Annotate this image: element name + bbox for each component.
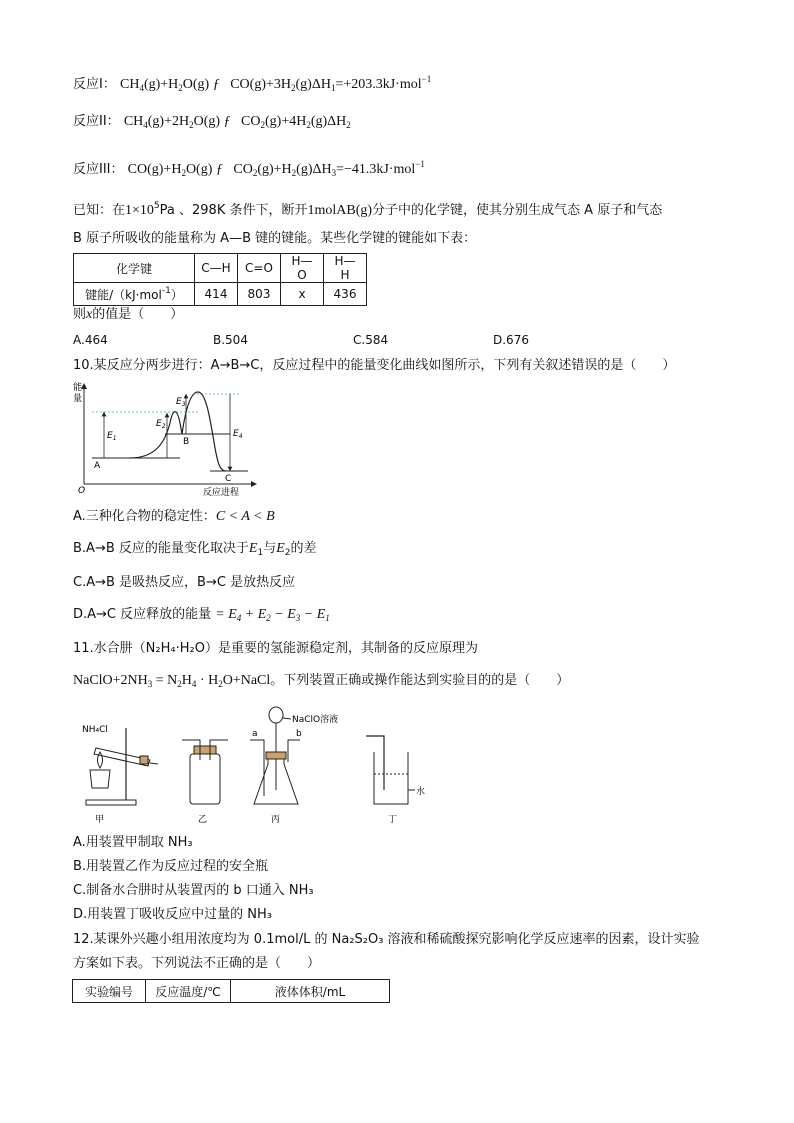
port-a [250,740,264,796]
text-part: 与 [263,541,277,556]
table-header-cell: C=O [238,254,281,283]
superscript: −1 [415,159,425,169]
eq-part: (g)ΔH [295,77,331,92]
naclo-pointer [283,718,291,719]
equilibrium-arrow: ƒ [223,114,231,129]
e-sub: 1 [112,435,117,442]
text-part: 的值是（ ） [92,307,184,322]
apparatus-figure [78,700,438,828]
eq-part: =−41.3kJ·mol [336,162,416,177]
subscript: 2 [306,120,311,130]
equilibrium-arrow: ƒ [212,77,220,92]
apparatus-name-yi: 乙 [198,815,208,825]
x-axis-label: 反应进程 [203,488,240,498]
clamp [140,756,148,764]
eq-part: (g)+H [257,162,292,177]
q9-option-c[interactable]: C.584 [353,333,389,347]
q9-option-d[interactable]: D.676 [493,333,529,347]
q10-stem: 10.某反应分两步进行：A→B→C，反应过程中的能量变化曲线如图所示，下列有关叙述错误的是（ ） [73,358,676,373]
eq-part: CH [123,114,144,129]
table-header-cell: H—H [324,254,367,283]
reaction-3-label: 反应III： [73,162,124,177]
subscript: 2 [346,120,351,130]
port-b [288,740,300,762]
superscript: -1 [161,285,171,296]
table-header-cell: 化学键 [74,254,195,283]
math-part: + E [241,607,267,622]
subscript: 4 [191,679,197,689]
reaction-2 [73,113,351,134]
text-part: ） [170,287,183,302]
port-b-label: b [296,729,302,739]
text-part: 1molAB(g) [307,203,373,218]
eq-part: H [181,673,192,688]
subscript: 3 [295,613,301,623]
y-axis-label-2: 量 [73,394,83,404]
label-a: A [94,461,101,471]
subscript: 2 [178,83,183,93]
e-sub: 4 [238,433,243,440]
eq-part: O+NaCl [222,673,271,688]
apparatus-jia [82,725,158,825]
origin-label: O [78,486,86,496]
subscript: 2 [252,168,258,178]
math-part: − E [300,607,326,622]
superscript: 5 [153,201,160,211]
superscript: −1 [421,74,432,84]
apparatus-name-bing: 丙 [271,815,281,825]
eq-part: =+203.3kJ·mol [335,77,422,92]
reaction-2-equation [124,114,351,129]
eq-part: (g)+2H [147,114,190,129]
label-e2 [156,419,166,430]
eq-part: NaClO+2NH [73,673,148,688]
subscript: 2 [181,168,186,178]
subscript: 1 [325,613,330,623]
math-part: − E [270,607,296,622]
text-part: Pa 、298K 条件下，断开 [159,203,308,218]
table-row [73,980,390,1003]
table-header-cell: 液体体积/mL [231,980,390,1003]
eq-part: CO(g)+H [127,162,182,177]
reaction-3-equation [127,159,425,178]
y-axis-label-1: 能 [73,383,83,393]
eq-part: CH [119,77,140,92]
q9-known-line1 [73,197,662,220]
eq-part: O(g) [193,114,221,129]
gas-tube [366,736,384,790]
q12-stem-line1: 12.某课外兴趣小组用浓度均为 0.1mol/L 的 Na₂S₂O₃ 溶液和稀硫酸探究影响化学反应速率的因素，设计实验 [73,932,700,947]
lamp [90,770,110,788]
subscript: 3 [331,168,337,178]
table-row [74,254,367,283]
q11-option-b[interactable]: B.用装置乙作为反应过程的安全瓶 [73,859,269,874]
eq-part: O(g) [182,77,210,92]
math-expression [215,607,330,622]
apparatus-name-ding: 丁 [388,815,398,825]
math-part: = E [215,607,237,622]
q11-equation [73,672,569,693]
e-letter: E [156,419,162,429]
table-cell: 436 [324,283,367,306]
q11-option-a[interactable]: A.用装置甲制取 NH₃ [73,835,193,850]
eq-part: = N [152,673,178,688]
math-part: C < A < B [215,509,275,524]
eq-part: (g)ΔH [296,162,332,177]
bond-energy-table [73,253,367,306]
q10-option-b[interactable] [73,540,317,562]
q9-question [73,306,183,324]
water-label: 水 [416,787,426,797]
port-a-label: a [252,729,258,739]
apparatus-yi [182,740,228,825]
q9-known-line2: B 原子所吸收的能量称为 A—B 键的键能。某些化学键的键能如下表： [73,231,477,246]
math-part: E [248,541,258,556]
reaction-3 [73,155,425,182]
text-part: 。下列装置正确或操作能达到实验目的的是（ ） [270,673,570,688]
e-sub: 2 [161,423,166,430]
apparatus-ding [366,736,425,825]
reaction-2-label: 反应II： [73,114,120,129]
subscript: 2 [284,548,291,558]
q10-option-a[interactable] [73,508,275,526]
label-e3 [176,397,186,408]
q12-stem-line2: 方案如下表。下列说法不正确的是（ ） [73,956,321,971]
table-header-cell: 实验编号 [73,980,146,1003]
label-e4 [233,429,243,440]
eq-part: CO(g)+3H [230,77,291,92]
text-part: 分子中的化学键，使其分别生成气态 A 原子和气态 [372,203,663,218]
subscript: 4 [139,83,144,93]
stopper [194,746,216,754]
subscript: 2 [218,679,223,689]
e-letter: E [176,397,182,407]
subscript: 2 [189,120,194,130]
text-part: 的差 [290,541,317,556]
apparatus-bing [250,707,338,825]
q11-stem: 11.水合肼（N₂H₄·H₂O）是重要的氢能源稳定剂，其制备的反应原理为 [73,641,478,656]
q9-option-a[interactable]: A.464 [73,333,108,347]
text-part: 已知：在 [73,203,126,218]
text-part: 键能/（kJ·mol [85,287,162,302]
text-part: D.A→C 反应释放的能量 [73,607,212,622]
q11-option-d[interactable]: D.用装置丁吸收反应中过量的 NH₃ [73,907,272,922]
reaction-1 [73,70,431,97]
variable-x: x [86,307,93,322]
label-e1 [107,431,117,442]
eq-part: CO [241,114,261,129]
subscript: 4 [236,613,242,623]
table-header-cell: H—O [281,254,324,283]
eq-part: · H [196,673,219,688]
eq-part: (g)ΔH [310,114,347,129]
energy-diagram [70,378,260,500]
table-header-cell: C—H [195,254,238,283]
e-letter: E [107,431,113,441]
text-part: B.A→B 反应的能量变化取决于 [73,541,249,556]
subscript: 2 [266,613,271,623]
nh4cl-label: NH₄Cl [82,725,108,735]
q11-option-c[interactable]: C.制备水合肼时从装置丙的 b 口通入 NH₃ [73,883,314,898]
eq-part: O(g) [185,162,213,177]
q10-option-c[interactable]: C.A→B 是吸热反应，B→C 是放热反应 [73,575,296,590]
reaction-1-label: 反应I： [73,77,116,92]
stand-base [86,800,136,805]
subscript: 3 [147,679,153,689]
subscript: 1 [257,548,264,558]
subscript: 1 [330,83,336,93]
bottle [190,754,220,804]
equation [73,673,270,688]
e-sub: 3 [181,401,186,408]
table-row-label [74,283,195,306]
equilibrium-arrow: ƒ [215,162,223,177]
subscript: 2 [291,168,297,178]
funnel-bulb [269,707,283,723]
eq-part: CO [233,162,253,177]
subscript: 4 [143,120,148,130]
text-part: 1×10 [125,203,154,218]
apparatus-name-jia: 甲 [95,815,105,825]
label-b: B [183,437,190,447]
math-part: E [276,541,285,556]
flame [98,752,103,768]
table-cell: 803 [238,283,281,306]
q9-option-b[interactable]: B.504 [213,333,248,347]
subscript: 2 [260,120,265,130]
eq-part: (g)+H [143,77,179,92]
table-row [74,283,367,306]
text-part: 则 [73,307,87,322]
text-part: A.三种化合物的稳定性： [73,509,216,524]
subscript: 2 [177,679,182,689]
table-header-cell: 反应温度/℃ [146,980,231,1003]
e-letter: E [233,429,239,439]
q10-option-d[interactable] [73,606,330,627]
tube-out [150,763,158,764]
table-cell: x [281,283,324,306]
reaction-1-equation [119,74,432,93]
subscript: 2 [291,83,296,93]
table-cell: 414 [195,283,238,306]
flask-stopper [266,752,286,759]
experiment-table [72,979,390,1003]
beaker [374,752,408,804]
naclo-label: NaClO溶液 [292,715,339,725]
label-c: C [225,474,232,484]
eq-part: (g)+4H [265,114,307,129]
